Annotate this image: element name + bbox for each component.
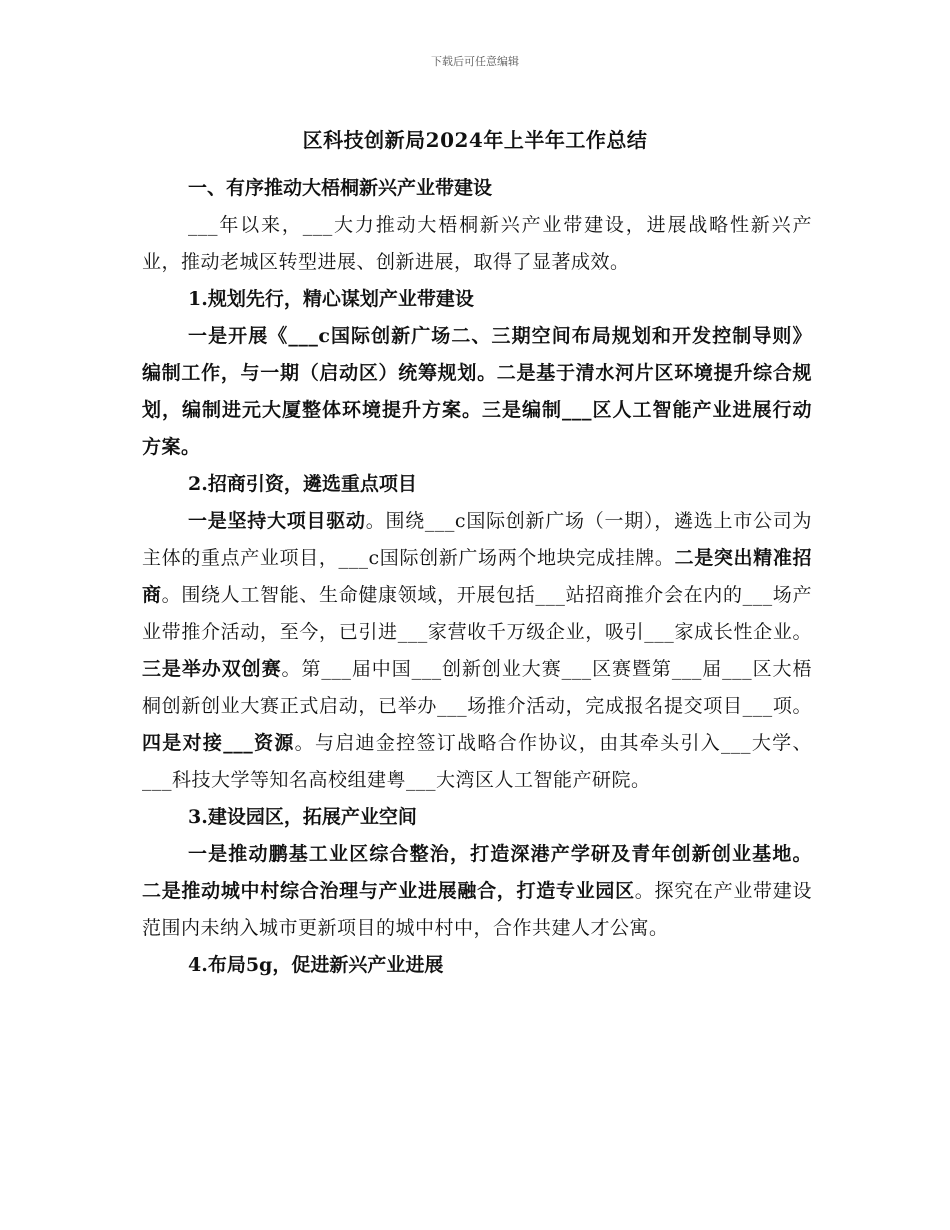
subsection-heading: 4.布局5g，促进新兴产业进展 [188,954,444,976]
bold-lead: 三是举办双创赛 [142,658,282,680]
paragraph [142,836,812,947]
document-body [142,170,812,984]
section-heading: 一、有序推动大梧桐新兴产业带建设 [188,177,493,199]
bold-lead: 二是突出精准招商 [142,547,812,606]
document-title: 区科技创新局2024年上半年工作总结 [302,128,648,152]
paragraph-bold: 一是开展《___c国际创新广场二、三期空间布局规划和开发控制导则》编制工作，与一期（启动区）统筹规划。二是基于清水河片区环境提升综合规划，编制进元大厦整体环境提升方案。三是编制___区人工智能产业进展行动方案。 [142,325,812,458]
paragraph: ___年以来，___大力推动大梧桐新兴产业带建设，进展战略性新兴产业，推动老城区转型进展、创新进展，取得了显著成效。 [142,214,812,273]
subsection-heading: 3.建设园区，拓展产业空间 [188,806,417,828]
paragraph [142,503,812,799]
bold-lead: 一是坚持大项目驱动 [188,510,366,532]
subsection-heading: 1.规划先行，精心谋划产业带建设 [188,288,474,310]
bold-lead: 二是推动城中村综合治理与产业进展融合，打造专业园区 [142,880,635,902]
text-run: 。与启迪金控签订战略合作协议，由其牵头引入___大学、___科技大学等知名高校组建粤___大湾区人工智能产研院。 [142,732,812,791]
text-run: 。探究在产业带建设范围内未纳入城市更新项目的城中村中，合作共建人才公寓。 [142,880,812,939]
subsection-heading: 2.招商引资，遴选重点项目 [188,473,417,495]
bold-lead: 一是推动鹏基工业区综合整治，打造深港产学研及青年创新创业基地。 [188,843,812,865]
bold-lead: 四是对接___资源 [142,732,295,754]
text-run: 。围绕___c国际创新广场（一期），遴选上市公司为主体的重点产业项目，___c国际创新广场两个地块完成挂牌。 [142,510,812,569]
header-note: 下载后可任意编辑 [431,55,519,68]
text-run: 。围绕人工智能、生命健康领域，开展包括___站招商推介会在内的___场产业带推介活动，至今，已引进___家营收千万级企业，吸引___家成长性企业。 [142,584,812,643]
text-run: 。第___届中国___创新创业大赛___区赛暨第___届___区大梧桐创新创业大赛正式启动，已举办___场推介活动，完成报名提交项目___项。 [142,658,812,717]
